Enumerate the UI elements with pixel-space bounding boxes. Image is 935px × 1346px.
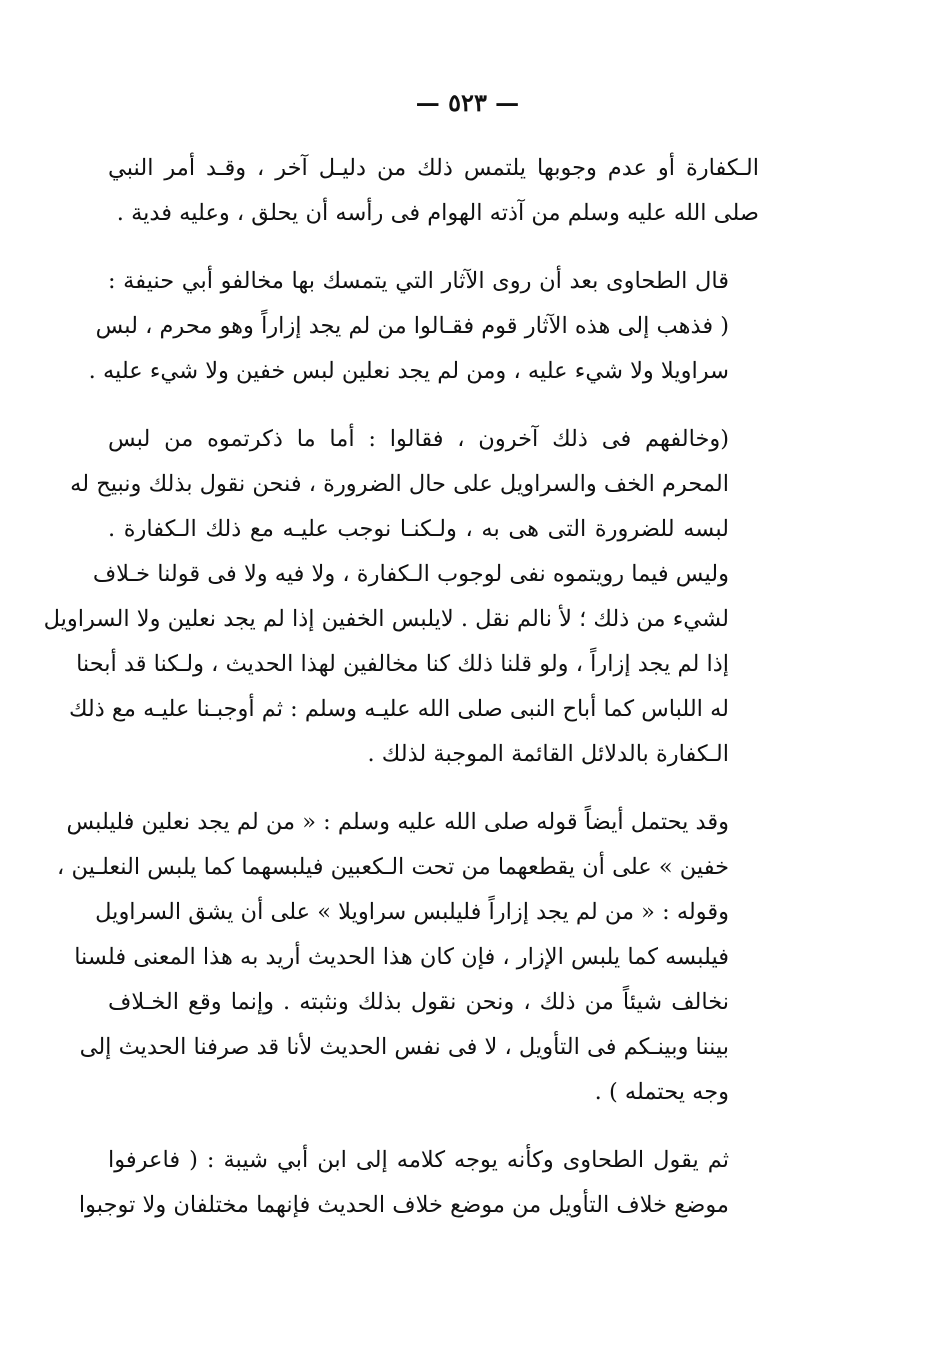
- text-line: وجه يحتمله ) .: [594, 1079, 729, 1105]
- text-line: وقد يحتمل أيضاً قوله صلى الله عليه وسلم : « من لم يجد نعلين فليلبس: [66, 809, 729, 835]
- text-line: الـكفارة بالدلائل القائمة الموجبة لذلك .: [367, 741, 729, 767]
- text-line: المحرم الخف والسراويل على حال الضرورة ، فنحن نقول بذلك ونبيح له: [70, 471, 729, 497]
- text-line: لبسه للضرورة التى هى به ، ولـكنـا نوجب عليـه مع ذلك الـكفارة .: [108, 516, 729, 542]
- paragraph: [43, 417, 759, 777]
- text-line: (وخالفهم فى ذلك آخرون ، فقالوا : أما ما ذكرتموه من لبس: [108, 426, 729, 452]
- text-line: إذا لم يجد إزاراً ، ولو قلنا ذلك كنا مخالفين لهذا الحديث ، ولـكنا قد أبحنا: [76, 651, 729, 677]
- text-line: خفين » على أن يقطعهما من تحت الـكعبين فيلبسهما كما يلبس النعلـين ،: [57, 854, 729, 880]
- text-line: قال الطحاوى بعد أن روى الآثار التي يتمسك بها مخالفو أبي حنيفة :: [108, 268, 729, 294]
- text-line: وليس فيما رويتموه نفى لوجوب الـكفارة ، ولا فيه ولا فى قولنا خـلاف: [92, 561, 729, 587]
- text-line: الـكفارة أو عدم وجوبها يلتمس ذلك من دليـل آخر ، وقـد أمر النبي: [108, 155, 759, 181]
- text-line: ثم يقول الطحاوى وكأنه يوجه كلامه إلى ابن أبي شيبة : ( فاعرفوا: [108, 1147, 729, 1173]
- paragraph: [78, 1138, 759, 1228]
- text-line: بيننا وبينـكم فى التأويل ، لا فى نفس الحديث لأنا قد صرفنا الحديث إلى: [79, 1034, 729, 1060]
- text-line: لشيء من ذلك ؛ لأ نالم نقل . لايلبس الخفين إذا لم يجد نعلين ولا السراويل: [43, 606, 729, 632]
- text-line: ( فذهب إلى هذه الآثار قوم فقـالوا من لم يجد إزاراً وهو محرم ، لبس: [95, 313, 729, 339]
- paragraph: [108, 146, 759, 236]
- text-line: وقوله : « من لم يجد إزاراً فليلبس سراويلا » على أن يشق السراويل: [95, 899, 729, 925]
- text-line: فيلبسه كما يلبس الإزار ، فإن كان هذا الحديث أريد به هذا المعنى فلسنا: [74, 944, 729, 970]
- paragraph: [57, 800, 759, 1115]
- text-line: نخالف شيئاً من ذلك ، ونحن نقول بذلك ونثبته . وإنما وقع الخـلاف: [108, 989, 729, 1015]
- text-line: موضع خلاف التأويل من موضع خلاف الحديث فإنهما مختلفان ولا توجبوا: [78, 1192, 729, 1218]
- text-line: سراويلا ولا شيء عليه ، ومن لم يجد نعلين لبس خفين ولا شيء عليه .: [88, 358, 729, 384]
- text-line: له اللباس كما أباح النبى صلى الله عليـه وسلم : ثم أوجبـنا عليـه مع ذلك: [68, 696, 729, 722]
- paragraph: [88, 259, 759, 394]
- page-number: — ٥٢٣ —: [415, 88, 520, 117]
- body-text: [43, 146, 759, 1251]
- text-line: صلى الله عليه وسلم من آذته الهوام فى رأسه أن يحلق ، وعليه فدية .: [116, 200, 759, 226]
